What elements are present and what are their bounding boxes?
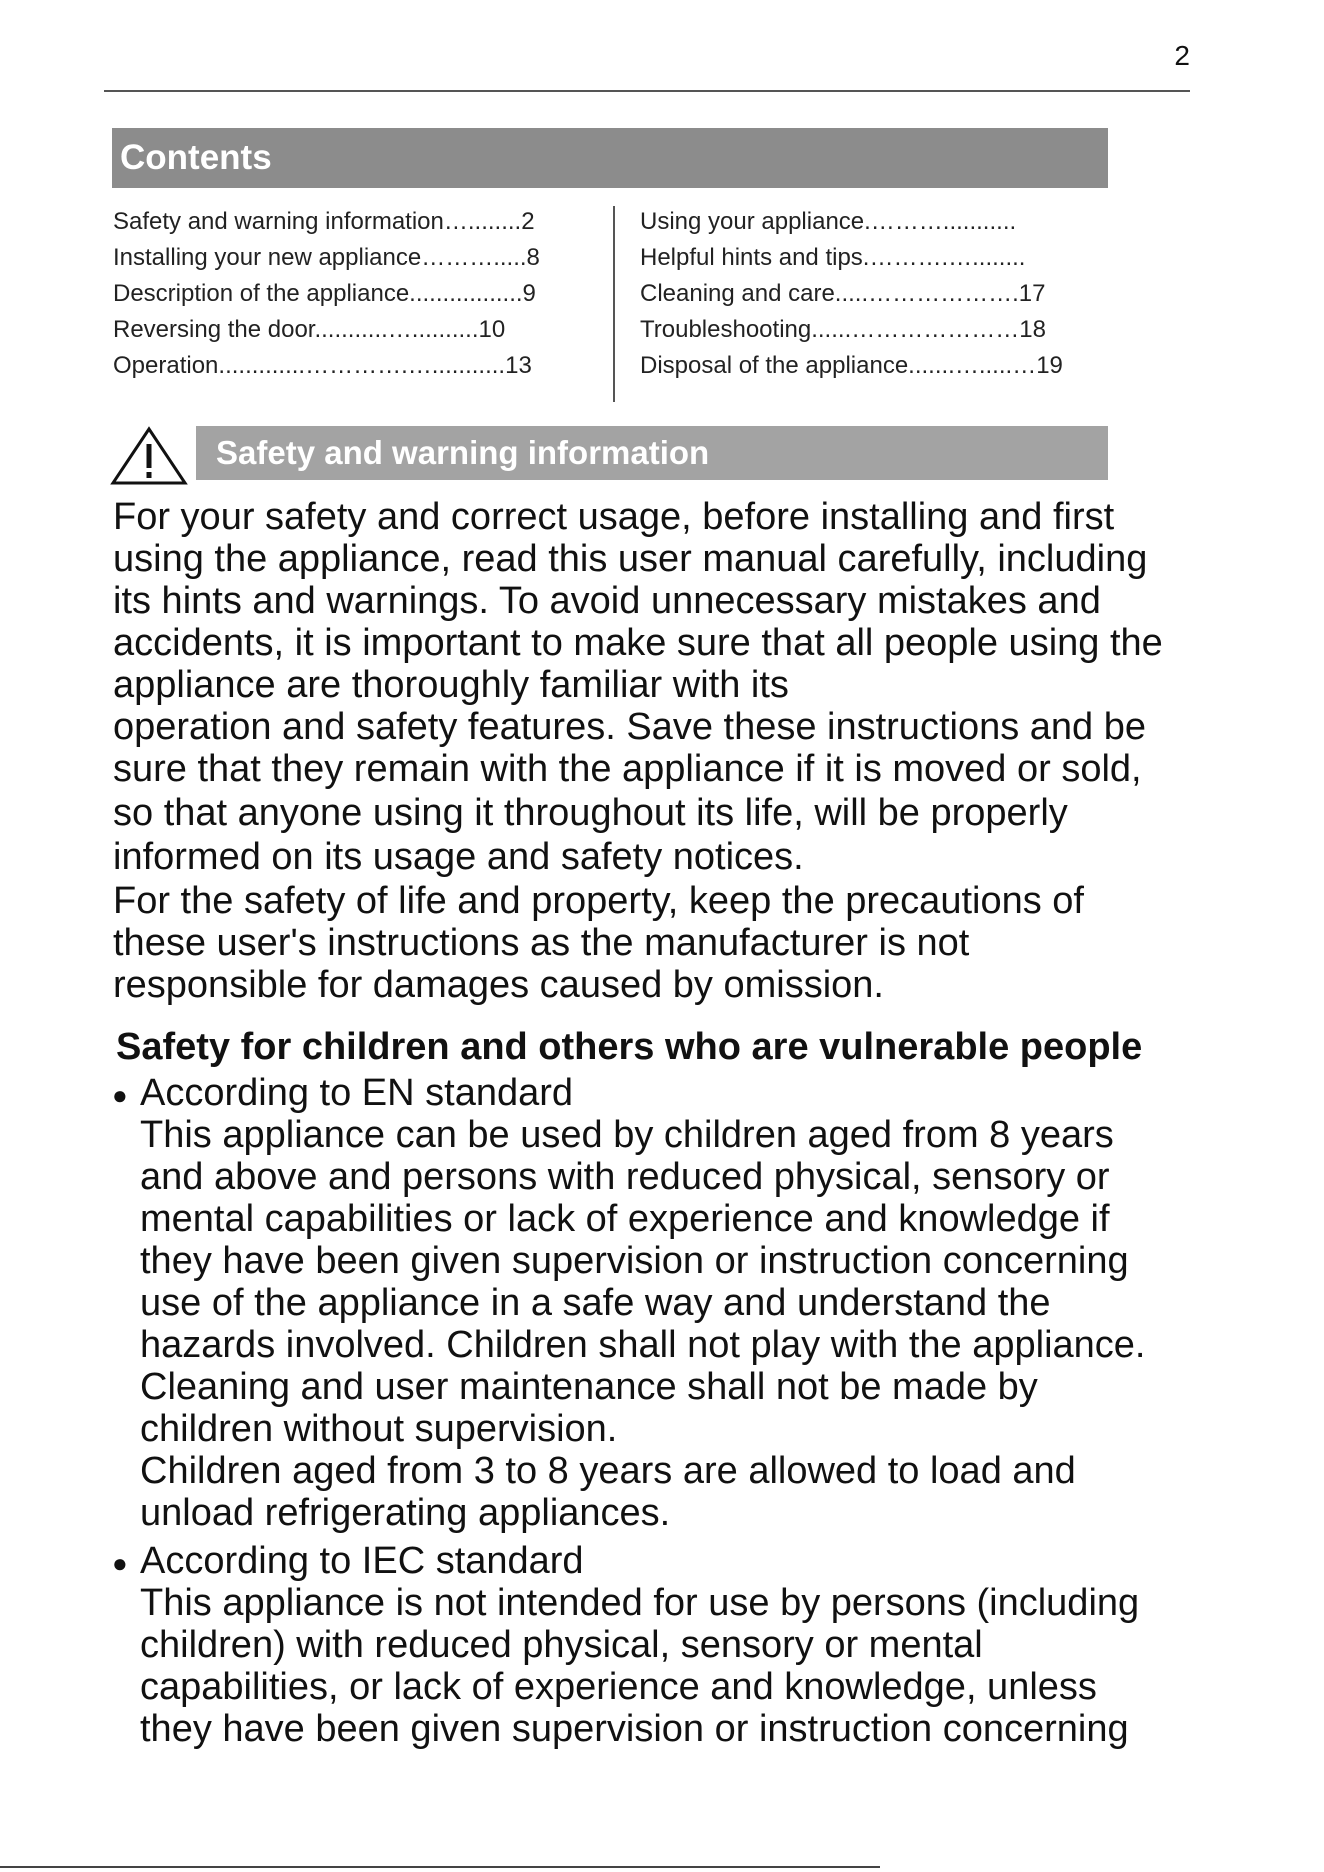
bullet-line: mental capabilities or lack of experience and knowledge if [140,1198,1110,1240]
intro-line: appliance are thoroughly familiar with its [113,664,789,706]
toc-item[interactable]: Using your appliance.………........... [640,208,1017,235]
bullet-line: Children aged from 3 to 8 years are allowed to load and [140,1450,1076,1492]
intro-line: its hints and warnings. To avoid unnecessary mistakes and [113,580,1101,622]
bullet-line: they have been given supervision or instruction concerning [140,1708,1129,1750]
intro-line: sure that they remain with the appliance if it is moved or sold, [113,748,1142,790]
children-safety-heading: Safety for children and others who are vulnerable people [116,1026,1143,1068]
bullet-icon: ● [112,1079,128,1110]
safety-section-title: Safety and warning information [196,426,1108,480]
bullet-line: unload refrigerating appliances. [140,1492,671,1534]
toc-item[interactable]: Troubleshooting......…………………18 [640,316,1046,343]
toc-item[interactable]: Disposal of the appliance.......….....…19 [640,352,1063,379]
bullet-line: capabilities, or lack of experience and knowledge, unless [140,1666,1097,1708]
bullet-line: This appliance is not intended for use by persons (including [140,1582,1140,1624]
toc-item[interactable]: Helpful hints and tips.……….…........ [640,244,1026,271]
intro-line: operation and safety features. Save these instructions and be [113,706,1146,748]
bullet-line: children without supervision. [140,1408,618,1450]
bullet-line: use of the appliance in a safe way and understand the [140,1282,1051,1324]
intro-line: these user's instructions as the manufacturer is not [113,922,970,964]
toc-item[interactable]: Safety and warning information…........2 [113,208,535,235]
page-number: 2 [1174,40,1190,71]
en-standard-bullet [112,1072,1145,1534]
intro-line: so that anyone using it throughout its life, will be properly [113,792,1068,834]
toc-item[interactable]: Operation.............………….…...........13 [113,352,532,379]
toc-item[interactable]: Description of the appliance.................9 [113,280,536,307]
bullet-line: children) with reduced physical, sensory or mental [140,1624,983,1666]
toc-right-column [640,204,1063,384]
bullet-heading: According to IEC standard [140,1540,584,1582]
intro-line: accidents, it is important to make sure that all people using the [113,622,1163,664]
intro-line: responsible for damages caused by omission. [113,964,884,1006]
intro-line: using the appliance, read this user manual carefully, including [113,538,1148,580]
bullet-line: hazards involved. Children shall not play with the appliance. [140,1324,1146,1366]
intro-line: For the safety of life and property, keep the precautions of [113,880,1084,922]
toc-item[interactable]: Installing your new appliance……….....8 [113,244,540,271]
bullet-icon: ● [112,1547,128,1578]
toc-divider [613,206,615,402]
intro-line: For your safety and correct usage, before installing and first [113,496,1115,538]
toc-left-column [113,204,540,384]
bullet-line: Cleaning and user maintenance shall not be made by [140,1366,1038,1408]
bullet-line: they have been given supervision or instruction concerning [140,1240,1129,1282]
toc-item[interactable]: Cleaning and care.....……………….17 [640,280,1046,307]
intro-line: informed on its usage and safety notices. [113,836,804,878]
bullet-heading: According to EN standard [140,1072,574,1114]
toc-item[interactable]: Reversing the door...........…..........10 [113,316,506,343]
footer-divider [0,1866,880,1868]
header-divider [104,90,1190,92]
warning-triangle-icon [110,426,188,486]
bullet-line: This appliance can be used by children aged from 8 years [140,1114,1114,1156]
safety-intro-paragraph [113,496,1163,1006]
contents-title: Contents [112,128,1108,188]
iec-standard-bullet [112,1540,1139,1750]
bullet-line: and above and persons with reduced physical, sensory or [140,1156,1110,1198]
